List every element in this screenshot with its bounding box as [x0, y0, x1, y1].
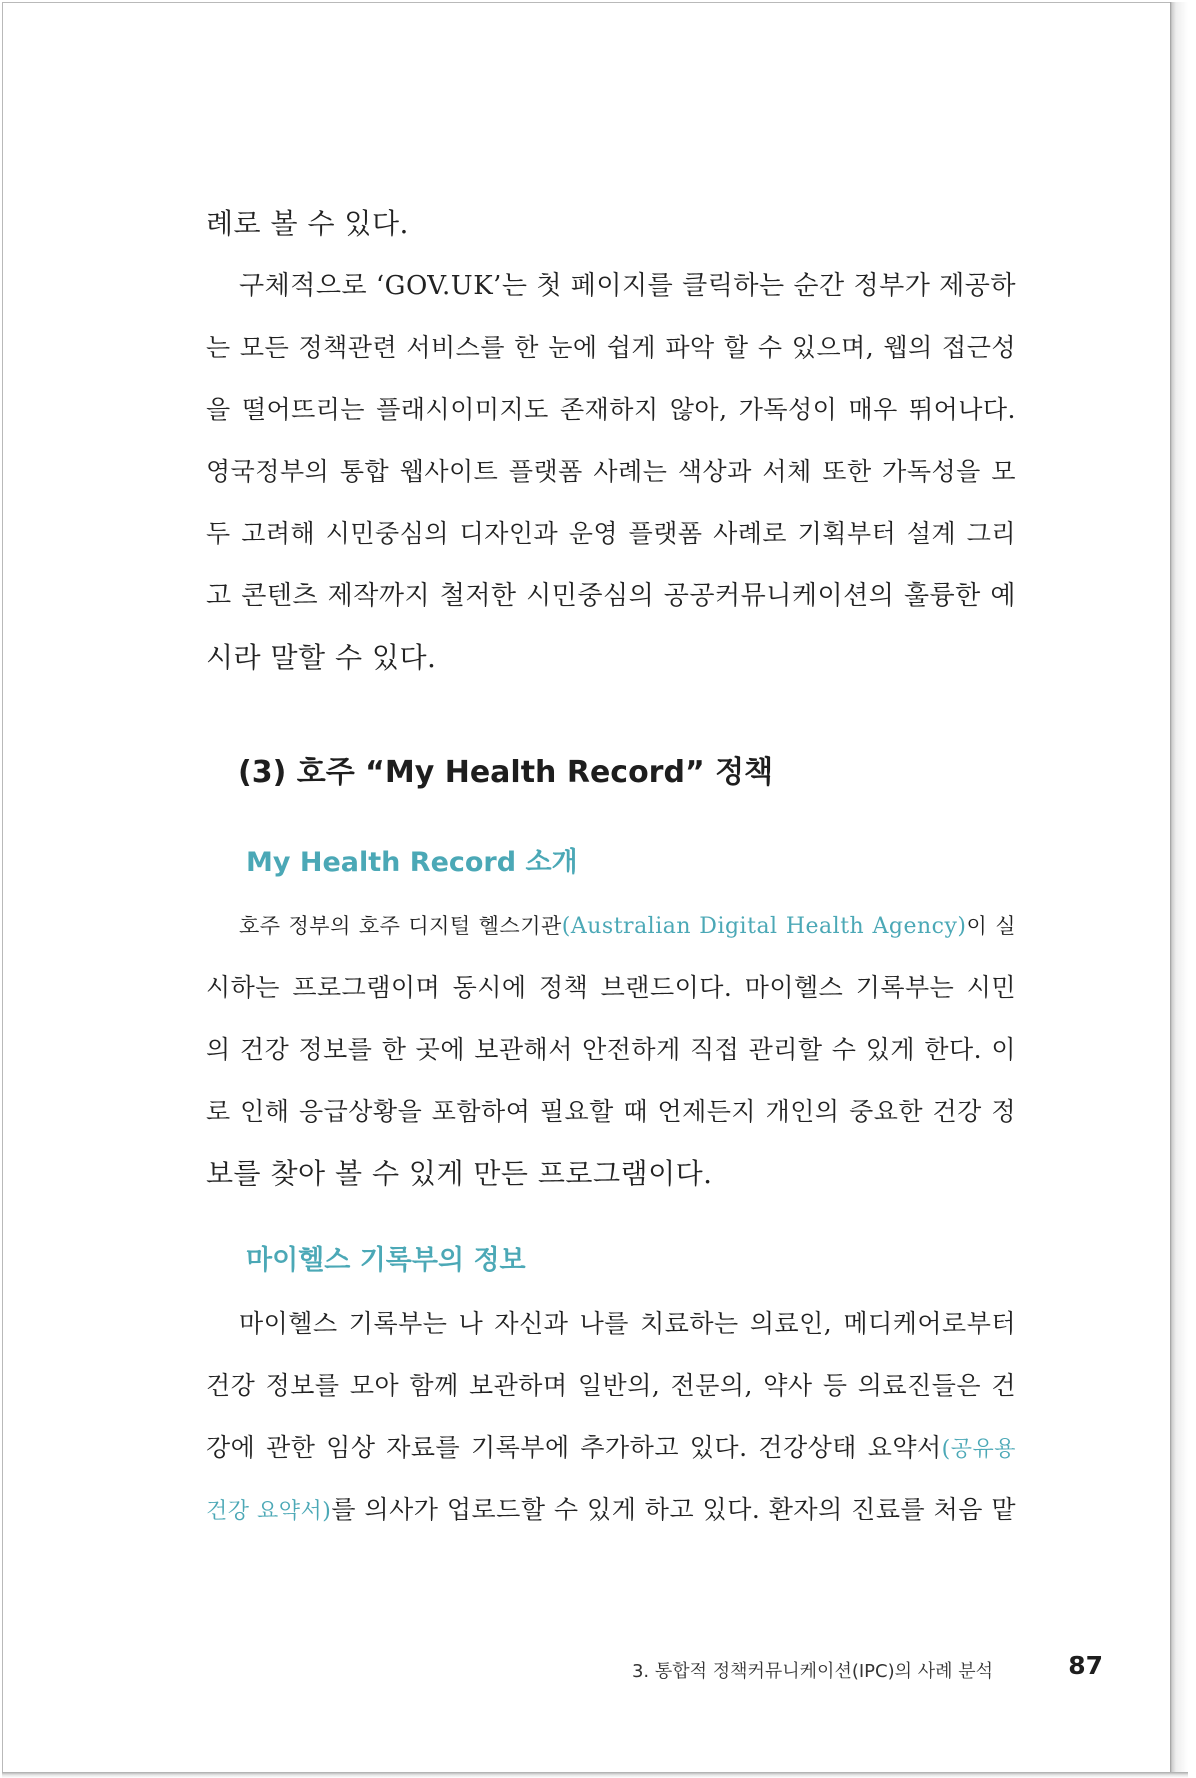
body-line: 두 고려해 시민중심의 디자인과 운영 플랫폼 사례로 기획부터 설계 그리 [206, 519, 1016, 548]
body-line: 구체적으로 ‘GOV.UK’는 첫 페이지를 클릭하는 순간 정부가 제공하 [239, 271, 1016, 301]
section-heading: (3) 호주 “My Health Record” 정책 [238, 755, 774, 790]
spacer [206, 1205, 1016, 1233]
body-line: 로 인해 응급상황을 포함하여 필요할 때 언제든지 개인의 중요한 건강 정 [206, 1097, 1016, 1126]
page-number: 87 [1068, 1651, 1103, 1680]
body-line: 마이헬스 기록부는 나 자신과 나를 치료하는 의료인, 메디케어로부터 [239, 1309, 1016, 1338]
body-text: 이 실 [966, 914, 1016, 938]
body-line: 의 건강 정보를 한 곳에 보관해서 안전하게 직접 관리할 수 있게 한다. 이 [206, 1035, 1016, 1064]
body-line: 건강 정보를 모아 함께 보관하며 일반의, 전문의, 약사 등 의료진들은 건 [206, 1371, 1016, 1400]
body-line: 례로 볼 수 있다. [206, 207, 409, 240]
agency-name-annotation: (Australian Digital Health Agency) [561, 914, 967, 939]
body-line: 보를 찾아 볼 수 있게 만든 프로그램이다. [206, 1157, 713, 1190]
running-footer-chapter: 3. 통합적 정책커뮤니케이션(IPC)의 사례 분석 [631, 1661, 993, 1682]
spacer [206, 689, 1016, 745]
body-line: 시라 말할 수 있다. [206, 641, 437, 674]
body-line: 는 모든 정책관련 서비스를 한 눈에 쉽게 파악 할 수 있으며, 웹의 접근성 [206, 333, 1016, 362]
page-content [206, 193, 1016, 1541]
body-line: 을 떨어뜨리는 플래시이미지도 존재하지 않아, 가독성이 매우 뛰어나다. [206, 395, 1016, 424]
summary-annotation: 건강 요약서) [206, 1499, 332, 1524]
subheading-record-info: 마이헬스 기록부의 정보 [246, 1245, 526, 1276]
spacer [206, 801, 1016, 835]
body-line: 시하는 프로그램이며 동시에 정책 브랜드이다. 마이헬스 기록부는 시민 [206, 973, 1016, 1002]
page-shadow-bottom [2, 1772, 1188, 1778]
body-line: 영국정부의 통합 웹사이트 플랫폼 사례는 색상과 서체 또한 가독성을 모 [206, 457, 1016, 486]
body-line [206, 1479, 1016, 1541]
page-footer [3, 1649, 1103, 1689]
page [2, 2, 1172, 1774]
summary-annotation: (공유용 [941, 1437, 1016, 1462]
body-line [206, 895, 1016, 957]
body-text: 호주 정부의 호주 디지털 헬스기관 [239, 914, 562, 938]
body-text: 를 의사가 업로드할 수 있게 하고 있다. 환자의 진료를 처음 맡 [331, 1495, 1016, 1524]
body-text: 강에 관한 임상 자료를 기록부에 추가하고 있다. 건강상태 요약서 [206, 1433, 942, 1462]
page-shadow-right [1170, 2, 1188, 1774]
body-line [206, 1417, 1016, 1479]
body-line: 고 콘텐츠 제작까지 철저한 시민중심의 공공커뮤니케이션의 훌륭한 예 [206, 581, 1016, 611]
subheading-introduction: My Health Record 소개 [246, 847, 578, 878]
